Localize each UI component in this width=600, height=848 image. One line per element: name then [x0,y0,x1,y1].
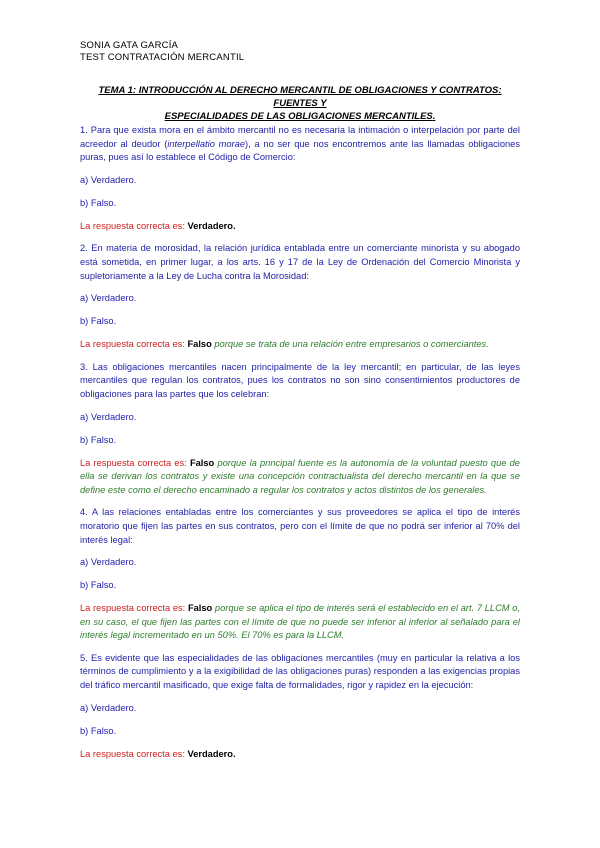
answer-explanation: porque se aplica el tipo de interés será el establecido en el art. 7 LLCM o, en su caso, el que fijen las partes con el límite de que no puede ser inferior al inferior al señalado para el interés legal incrementado en un 50%. El 70% es para la LLCM. [80,603,520,641]
answer-value: Falso [187,339,212,350]
topic-title-line1: TEMA 1: INTRODUCCIÓN AL DERECHO MERCANTIL DE OBLIGACIONES Y CONTRATOS: FUENTES Y [98,85,502,109]
question-3 [80,361,520,498]
answer-explanation: porque la principal fuente es la autonomía de la voluntad puesto que de ella se derivan los contratos y existe una concepción contractualista del derecho mercantil en la que se define este como el derecho encaminado a regular los contratos y actos distintos de los generales. [80,457,520,495]
answer-line [80,457,520,498]
option-b: b) Falso. [80,725,117,736]
question-text: 4. A las relaciones entabladas entre los comerciantes y sus proveedores se aplica el tipo de interés moratorio que fijen las partes en sus contratos, pero con el límite de que no podrá ser inferior al 70% del interés legal: [80,507,520,545]
question-text: 1. Para que exista mora en el ámbito mercantil no es necesaria la intimación o interpelación por parte del acreedor al deudor (interpellatio morae), a no ser que nos encontremos ante las llamadas obligaciones puras, pues así lo establece el Código de Comercio: [80,125,520,163]
answer-label: La respuesta correcta es: [80,748,188,759]
document-subject: TEST CONTRATACIÓN MERCANTIL [80,52,245,63]
answer-label: La respuesta correcta es: [80,457,190,468]
latin-term: interpellatio morae [167,138,245,149]
answer-explanation: porque se trata de una relación entre empresarios o comerciantes. [211,339,489,350]
question-text: 5. Es evidente que las especialidades de las obligaciones mercantiles (muy en particular la relativa a los términos de cumplimiento y a la exigibilidad de las obligaciones puras) responden a las exigencias propias del tráfico mercantil masificado, que exige falta de formalidades, rigor y rapidez en la ejecución: [80,652,520,691]
title-period: . [432,111,436,122]
page-header [80,40,520,64]
question-5 [80,652,520,761]
option-a: a) Verdadero. [80,293,137,304]
option-b: b) Falso. [80,316,117,327]
answer-value: Verdadero. [187,220,236,231]
topic-title-line2: ESPECIALIDADES DE LAS OBLIGACIONES MERCANTILES. [164,111,436,122]
question-text: 2. En materia de morosidad, la relación jurídica entablada entre un comerciante minorista y su abogado está sometida, en primer lugar, a los arts. 16 y 17 de la Ley de Ordenación del Comercio Minorista y supletoriamente a la Ley de Lucha contra la Morosidad: [80,243,520,281]
answer-value: Falso [189,457,215,468]
answer-line [80,748,520,762]
question-4 [80,506,520,643]
option-b: b) Falso. [80,434,117,445]
answer-label: La respuesta correcta es: [80,339,188,350]
answer-label: La respuesta correcta es: [80,603,188,614]
answer-line [80,602,520,643]
answer-label: La respuesta correcta es: [80,220,188,231]
answer-line [80,220,520,234]
option-a: a) Verdadero. [80,174,137,185]
question-1 [80,124,520,233]
option-a: a) Verdadero. [80,411,137,422]
answer-line [80,338,520,352]
author-name: SONIA GATA GARCÍA [80,40,179,51]
answer-value: Verdadero. [187,748,236,759]
option-a: a) Verdadero. [80,702,137,713]
topic-title [80,84,520,123]
question-2 [80,242,520,351]
question-text: 3. Las obligaciones mercantiles nacen principalmente de la ley mercantil; en particular, de las leyes mercantiles que regulan los contratos, pues los contratos no son sino consentimientos productores de obligaciones para las partes que los celebran: [80,361,520,399]
option-b: b) Falso. [80,580,117,591]
answer-value: Falso [187,603,213,614]
option-b: b) Falso. [80,197,117,208]
option-a: a) Verdadero. [80,557,137,568]
